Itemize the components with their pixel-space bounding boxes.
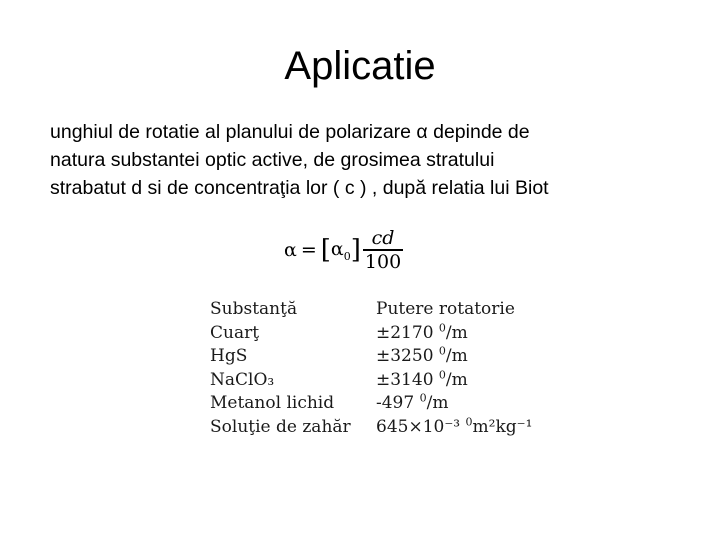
value-sup: 0	[419, 391, 427, 405]
formula-numerator: cd	[371, 227, 395, 250]
formula-lhs: α	[284, 239, 297, 261]
formula-bracket-close: ]	[350, 235, 361, 265]
value-number: ±2170	[376, 322, 434, 343]
value-unit: /m	[445, 322, 468, 343]
table-row	[210, 322, 532, 346]
table-row	[210, 345, 532, 369]
value-unit: /m	[426, 393, 449, 413]
value-number: ±3250	[376, 346, 434, 366]
value-unit: /m	[445, 346, 468, 366]
value-sup: 0	[438, 344, 446, 358]
paragraph-line: natura substantei optic active, de grosimea stratului	[50, 149, 495, 171]
header-substance: Substanţă	[210, 299, 298, 319]
slide-title: Aplicatie	[284, 44, 436, 88]
value-sup: 0	[438, 367, 446, 381]
cell-substance: Soluţie de zahăr	[210, 416, 351, 437]
formula-alpha-sub: 0	[343, 249, 351, 263]
cell-value	[376, 369, 532, 393]
formula-equals: =	[300, 239, 317, 261]
formula-fraction	[363, 227, 403, 273]
value-sup: 0	[465, 414, 473, 428]
header-rotatory-power: Putere rotatorie	[376, 299, 515, 319]
table-header-row	[210, 298, 532, 322]
table-row	[210, 416, 532, 440]
value-sup: 0	[438, 320, 446, 334]
table-row	[210, 369, 532, 393]
biot-formula	[284, 222, 403, 278]
value-unit: /m	[445, 369, 468, 390]
value-unit: m²kg⁻¹	[472, 416, 533, 437]
cell-value	[376, 345, 532, 369]
value-number: 645×10⁻³	[376, 416, 461, 437]
paragraph-line: unghiul de rotatie al planului de polarizare α depinde de	[50, 121, 530, 143]
paragraph	[50, 118, 690, 202]
value-number: ±3140	[376, 369, 434, 390]
table-row	[210, 392, 532, 416]
cell-value	[376, 322, 532, 346]
paragraph-line: strabatut d si de concentraţia lor ( c ) , după relatia lui Biot	[50, 177, 549, 199]
cell-substance: Cuarţ	[210, 322, 260, 343]
formula-denominator: 100	[364, 250, 402, 273]
cell-value	[376, 392, 532, 416]
cell-substance: Metanol lichid	[210, 393, 335, 413]
cell-value	[376, 416, 532, 440]
rotatory-power-table	[210, 298, 532, 439]
formula-alpha: α	[330, 237, 344, 260]
formula-alpha0	[331, 238, 351, 263]
cell-substance: HgS	[210, 346, 248, 366]
value-number: -497	[376, 393, 415, 413]
cell-substance: NaClO₃	[210, 369, 275, 390]
formula-bracket-open: [	[320, 235, 331, 265]
